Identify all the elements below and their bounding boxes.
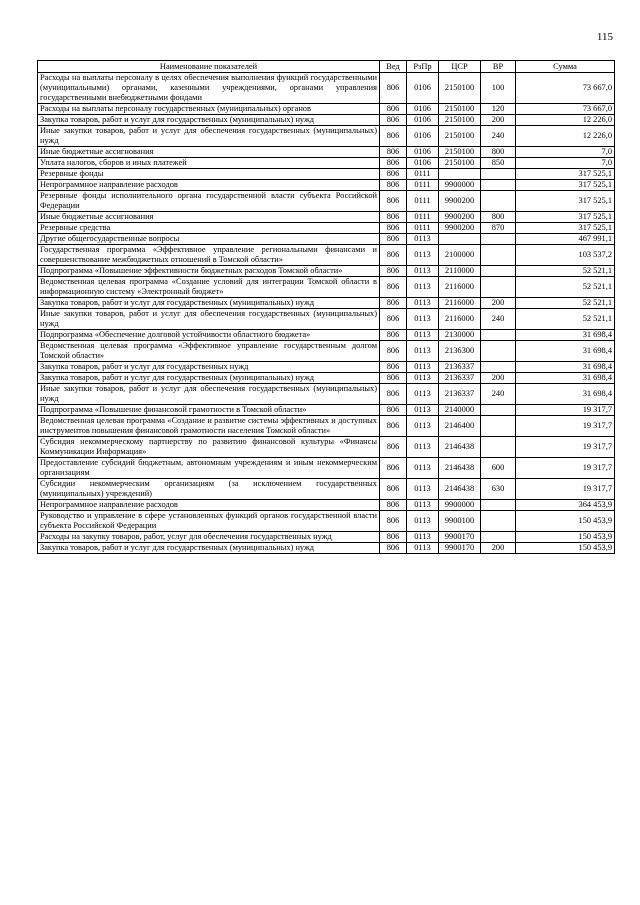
cell-csr: 2116000 bbox=[439, 298, 481, 309]
cell-rzpr: 0113 bbox=[407, 309, 439, 330]
table-row bbox=[38, 73, 615, 104]
cell-ved: 806 bbox=[380, 126, 407, 147]
cell-rzpr: 0113 bbox=[407, 298, 439, 309]
cell-rzpr: 0113 bbox=[407, 500, 439, 511]
table-row bbox=[38, 511, 615, 532]
cell-vr bbox=[481, 330, 516, 341]
cell-csr: 2150100 bbox=[439, 147, 481, 158]
table-row bbox=[38, 147, 615, 158]
cell-csr: 2150100 bbox=[439, 73, 481, 104]
cell-csr: 9900200 bbox=[439, 191, 481, 212]
cell-name: Расходы на выплаты персоналу в целях обеспечения выполнения функций государственными (муниципальными) органами, казенными учреждениями, органами управления государственными внебюджетными фондами bbox=[38, 73, 380, 104]
cell-rzpr: 0106 bbox=[407, 104, 439, 115]
cell-csr: 2136337 bbox=[439, 384, 481, 405]
cell-name: Другие общегосударственные вопросы bbox=[38, 234, 380, 245]
cell-sum: 7,0 bbox=[516, 158, 615, 169]
table-header-row bbox=[38, 61, 615, 73]
cell-vr bbox=[481, 405, 516, 416]
cell-csr: 2150100 bbox=[439, 158, 481, 169]
cell-ved: 806 bbox=[380, 180, 407, 191]
header-name: Наименование показателей bbox=[38, 61, 380, 73]
cell-vr: 200 bbox=[481, 298, 516, 309]
cell-name: Уплата налогов, сборов и иных платежей bbox=[38, 158, 380, 169]
table-row bbox=[38, 158, 615, 169]
table-row bbox=[38, 191, 615, 212]
cell-csr: 9900170 bbox=[439, 543, 481, 554]
cell-vr bbox=[481, 362, 516, 373]
cell-sum: 31 698,4 bbox=[516, 341, 615, 362]
cell-rzpr: 0111 bbox=[407, 223, 439, 234]
cell-sum: 317 525,1 bbox=[516, 191, 615, 212]
cell-csr: 2136300 bbox=[439, 341, 481, 362]
cell-vr bbox=[481, 234, 516, 245]
cell-ved: 806 bbox=[380, 212, 407, 223]
cell-ved: 806 bbox=[380, 158, 407, 169]
cell-sum: 150 453,9 bbox=[516, 511, 615, 532]
cell-sum: 7,0 bbox=[516, 147, 615, 158]
cell-rzpr: 0113 bbox=[407, 362, 439, 373]
cell-csr bbox=[439, 234, 481, 245]
table-row bbox=[38, 373, 615, 384]
cell-csr: 9900200 bbox=[439, 212, 481, 223]
cell-csr: 2136337 bbox=[439, 362, 481, 373]
cell-sum: 19 317,7 bbox=[516, 458, 615, 479]
cell-csr: 2110000 bbox=[439, 266, 481, 277]
cell-csr: 2136337 bbox=[439, 373, 481, 384]
cell-csr: 2146438 bbox=[439, 437, 481, 458]
cell-sum: 19 317,7 bbox=[516, 405, 615, 416]
table-row bbox=[38, 500, 615, 511]
table-row bbox=[38, 458, 615, 479]
cell-name: Подпрограмма «Повышение финансовой грамотности в Томской области» bbox=[38, 405, 380, 416]
cell-sum: 317 525,1 bbox=[516, 169, 615, 180]
cell-sum: 317 525,1 bbox=[516, 212, 615, 223]
cell-vr: 800 bbox=[481, 147, 516, 158]
header-sum: Сумма bbox=[516, 61, 615, 73]
cell-sum: 150 453,9 bbox=[516, 532, 615, 543]
cell-vr: 240 bbox=[481, 309, 516, 330]
cell-vr: 800 bbox=[481, 212, 516, 223]
table-row bbox=[38, 341, 615, 362]
cell-rzpr: 0113 bbox=[407, 266, 439, 277]
table-row bbox=[38, 115, 615, 126]
cell-vr bbox=[481, 532, 516, 543]
cell-csr: 9900000 bbox=[439, 500, 481, 511]
cell-ved: 806 bbox=[380, 234, 407, 245]
table-row bbox=[38, 416, 615, 437]
cell-name: Закупка товаров, работ и услуг для государственных (муниципальных) нужд bbox=[38, 115, 380, 126]
cell-vr: 100 bbox=[481, 73, 516, 104]
cell-vr: 120 bbox=[481, 104, 516, 115]
cell-sum: 73 667,0 bbox=[516, 104, 615, 115]
cell-vr: 200 bbox=[481, 543, 516, 554]
cell-vr bbox=[481, 266, 516, 277]
cell-csr: 2140000 bbox=[439, 405, 481, 416]
cell-sum: 467 991,1 bbox=[516, 234, 615, 245]
cell-csr: 2150100 bbox=[439, 104, 481, 115]
cell-vr: 240 bbox=[481, 126, 516, 147]
cell-name: Закупка товаров, работ и услуг для государственных (муниципальных) нужд bbox=[38, 543, 380, 554]
cell-ved: 806 bbox=[380, 266, 407, 277]
cell-csr: 9900170 bbox=[439, 532, 481, 543]
cell-ved: 806 bbox=[380, 115, 407, 126]
cell-vr: 200 bbox=[481, 115, 516, 126]
cell-rzpr: 0111 bbox=[407, 212, 439, 223]
cell-rzpr: 0113 bbox=[407, 245, 439, 266]
cell-ved: 806 bbox=[380, 458, 407, 479]
cell-sum: 19 317,7 bbox=[516, 416, 615, 437]
cell-ved: 806 bbox=[380, 277, 407, 298]
cell-vr bbox=[481, 191, 516, 212]
cell-sum: 52 521,1 bbox=[516, 266, 615, 277]
cell-rzpr: 0113 bbox=[407, 277, 439, 298]
cell-name: Ведомственная целевая программа «Эффективное управление государственным долгом Томской области» bbox=[38, 341, 380, 362]
budget-table bbox=[37, 60, 615, 554]
cell-name: Государственная программа «Эффективное управление региональными финансами и совершенствование межбюджетных отношений в Томской области» bbox=[38, 245, 380, 266]
cell-ved: 806 bbox=[380, 298, 407, 309]
cell-rzpr: 0113 bbox=[407, 373, 439, 384]
cell-ved: 806 bbox=[380, 543, 407, 554]
cell-ved: 806 bbox=[380, 373, 407, 384]
cell-csr bbox=[439, 169, 481, 180]
cell-sum: 12 226,0 bbox=[516, 115, 615, 126]
cell-sum: 52 521,1 bbox=[516, 277, 615, 298]
cell-sum: 317 525,1 bbox=[516, 180, 615, 191]
cell-csr: 2146438 bbox=[439, 479, 481, 500]
cell-sum: 52 521,1 bbox=[516, 298, 615, 309]
table-row bbox=[38, 362, 615, 373]
cell-sum: 19 317,7 bbox=[516, 479, 615, 500]
cell-rzpr: 0111 bbox=[407, 169, 439, 180]
cell-vr bbox=[481, 511, 516, 532]
cell-ved: 806 bbox=[380, 341, 407, 362]
cell-ved: 806 bbox=[380, 384, 407, 405]
cell-ved: 806 bbox=[380, 479, 407, 500]
cell-rzpr: 0113 bbox=[407, 405, 439, 416]
table-row bbox=[38, 212, 615, 223]
cell-sum: 364 453,9 bbox=[516, 500, 615, 511]
cell-vr: 870 bbox=[481, 223, 516, 234]
cell-name: Резервные средства bbox=[38, 223, 380, 234]
cell-ved: 806 bbox=[380, 362, 407, 373]
cell-csr: 9900100 bbox=[439, 511, 481, 532]
cell-rzpr: 0113 bbox=[407, 341, 439, 362]
cell-ved: 806 bbox=[380, 437, 407, 458]
cell-ved: 806 bbox=[380, 416, 407, 437]
cell-name: Расходы на выплаты персоналу государственных (муниципальных) органов bbox=[38, 104, 380, 115]
table-row bbox=[38, 169, 615, 180]
cell-name: Подпрограмма «Повышение эффективности бюджетных расходов Томской области» bbox=[38, 266, 380, 277]
table-row bbox=[38, 330, 615, 341]
cell-name: Субсидии некоммерческим организациям (за исключением государственных (муниципальных) учреждений) bbox=[38, 479, 380, 500]
cell-sum: 52 521,1 bbox=[516, 309, 615, 330]
cell-vr bbox=[481, 180, 516, 191]
cell-vr: 630 bbox=[481, 479, 516, 500]
cell-name: Субсидия некоммерческому партнерству по развитию финансовой культуры «Финансы Коммуникации Информация» bbox=[38, 437, 380, 458]
cell-name: Непрограммное направление расходов bbox=[38, 180, 380, 191]
cell-name: Резервные фонды bbox=[38, 169, 380, 180]
cell-vr bbox=[481, 416, 516, 437]
cell-name: Ведомственная целевая программа «Создание условий для интеграции Томской области в информационную систему «Электронный бюджет» bbox=[38, 277, 380, 298]
cell-sum: 31 698,4 bbox=[516, 384, 615, 405]
table-row bbox=[38, 234, 615, 245]
cell-ved: 806 bbox=[380, 73, 407, 104]
cell-sum: 19 317,7 bbox=[516, 437, 615, 458]
cell-csr: 2116000 bbox=[439, 277, 481, 298]
table-row bbox=[38, 309, 615, 330]
cell-name: Иные закупки товаров, работ и услуг для обеспечения государственных (муниципальных) нужд bbox=[38, 309, 380, 330]
cell-rzpr: 0113 bbox=[407, 458, 439, 479]
cell-vr bbox=[481, 277, 516, 298]
cell-csr: 2146438 bbox=[439, 458, 481, 479]
cell-rzpr: 0106 bbox=[407, 126, 439, 147]
cell-rzpr: 0113 bbox=[407, 330, 439, 341]
cell-ved: 806 bbox=[380, 330, 407, 341]
cell-vr bbox=[481, 169, 516, 180]
cell-vr: 600 bbox=[481, 458, 516, 479]
cell-sum: 103 537,2 bbox=[516, 245, 615, 266]
cell-vr bbox=[481, 341, 516, 362]
header-rzpr: РзПр bbox=[407, 61, 439, 73]
cell-name: Иные закупки товаров, работ и услуг для обеспечения государственных (муниципальных) нужд bbox=[38, 384, 380, 405]
table-row bbox=[38, 384, 615, 405]
table-row bbox=[38, 126, 615, 147]
table-row bbox=[38, 543, 615, 554]
cell-csr: 9900000 bbox=[439, 180, 481, 191]
table-row bbox=[38, 277, 615, 298]
table-row bbox=[38, 405, 615, 416]
cell-ved: 806 bbox=[380, 169, 407, 180]
cell-ved: 806 bbox=[380, 223, 407, 234]
table-row bbox=[38, 532, 615, 543]
cell-csr: 2100000 bbox=[439, 245, 481, 266]
table-row bbox=[38, 437, 615, 458]
cell-rzpr: 0113 bbox=[407, 437, 439, 458]
cell-vr bbox=[481, 437, 516, 458]
page-number: 115 bbox=[596, 31, 613, 43]
cell-vr: 200 bbox=[481, 373, 516, 384]
table-row bbox=[38, 266, 615, 277]
cell-rzpr: 0106 bbox=[407, 115, 439, 126]
cell-rzpr: 0111 bbox=[407, 191, 439, 212]
cell-rzpr: 0106 bbox=[407, 73, 439, 104]
cell-sum: 31 698,4 bbox=[516, 330, 615, 341]
cell-name: Предоставление субсидий бюджетным, автономным учреждениям и иным некоммерческим организациям bbox=[38, 458, 380, 479]
header-ved: Вед bbox=[380, 61, 407, 73]
cell-csr: 2116000 bbox=[439, 309, 481, 330]
cell-rzpr: 0111 bbox=[407, 180, 439, 191]
cell-ved: 806 bbox=[380, 104, 407, 115]
cell-vr: 240 bbox=[481, 384, 516, 405]
cell-vr bbox=[481, 500, 516, 511]
cell-ved: 806 bbox=[380, 532, 407, 543]
cell-name: Иные бюджетные ассигнования bbox=[38, 212, 380, 223]
cell-ved: 806 bbox=[380, 245, 407, 266]
cell-rzpr: 0113 bbox=[407, 234, 439, 245]
cell-rzpr: 0113 bbox=[407, 543, 439, 554]
cell-rzpr: 0106 bbox=[407, 147, 439, 158]
cell-csr: 2150100 bbox=[439, 115, 481, 126]
cell-rzpr: 0113 bbox=[407, 416, 439, 437]
cell-name: Закупка товаров, работ и услуг для государственных (муниципальных) нужд bbox=[38, 298, 380, 309]
cell-csr: 2146400 bbox=[439, 416, 481, 437]
header-csr: ЦСР bbox=[439, 61, 481, 73]
header-vr: ВР bbox=[481, 61, 516, 73]
cell-sum: 12 226,0 bbox=[516, 126, 615, 147]
cell-ved: 806 bbox=[380, 147, 407, 158]
cell-name: Подпрограмма «Обеспечение долговой устойчивости областного бюджета» bbox=[38, 330, 380, 341]
cell-name: Ведомственная целевая программа «Создание и развитие системы эффективных и доступных инструментов повышения финансовой грамотности населения Томской области» bbox=[38, 416, 380, 437]
table-row bbox=[38, 180, 615, 191]
cell-sum: 73 667,0 bbox=[516, 73, 615, 104]
cell-vr bbox=[481, 245, 516, 266]
cell-rzpr: 0113 bbox=[407, 511, 439, 532]
table-row bbox=[38, 479, 615, 500]
cell-rzpr: 0106 bbox=[407, 158, 439, 169]
cell-sum: 317 525,1 bbox=[516, 223, 615, 234]
cell-name: Расходы на закупку товаров, работ, услуг для обеспечения государственных нужд bbox=[38, 532, 380, 543]
cell-ved: 806 bbox=[380, 511, 407, 532]
cell-ved: 806 bbox=[380, 500, 407, 511]
cell-name: Закупка товаров, работ и услуг для государственных нужд bbox=[38, 362, 380, 373]
cell-rzpr: 0113 bbox=[407, 532, 439, 543]
cell-csr: 9900200 bbox=[439, 223, 481, 234]
cell-name: Резервные фонды исполнительного органа государственной власти субъекта Российской Федерации bbox=[38, 191, 380, 212]
cell-rzpr: 0113 bbox=[407, 384, 439, 405]
table-row bbox=[38, 298, 615, 309]
cell-csr: 2130000 bbox=[439, 330, 481, 341]
cell-ved: 806 bbox=[380, 191, 407, 212]
cell-name: Закупка товаров, работ и услуг для государственных (муниципальных) нужд bbox=[38, 373, 380, 384]
table-row bbox=[38, 104, 615, 115]
cell-sum: 31 698,4 bbox=[516, 362, 615, 373]
cell-name: Руководство и управление в сфере установленных функций органов государственной власти субъекта Российской Федерации bbox=[38, 511, 380, 532]
cell-csr: 2150100 bbox=[439, 126, 481, 147]
cell-sum: 150 453,9 bbox=[516, 543, 615, 554]
cell-sum: 31 698,4 bbox=[516, 373, 615, 384]
cell-vr: 850 bbox=[481, 158, 516, 169]
table-row bbox=[38, 245, 615, 266]
cell-ved: 806 bbox=[380, 309, 407, 330]
cell-name: Иные бюджетные ассигнования bbox=[38, 147, 380, 158]
cell-name: Иные закупки товаров, работ и услуг для обеспечения государственных (муниципальных) нужд bbox=[38, 126, 380, 147]
cell-name: Непрограммное направление расходов bbox=[38, 500, 380, 511]
cell-rzpr: 0113 bbox=[407, 479, 439, 500]
table-row bbox=[38, 223, 615, 234]
cell-ved: 806 bbox=[380, 405, 407, 416]
